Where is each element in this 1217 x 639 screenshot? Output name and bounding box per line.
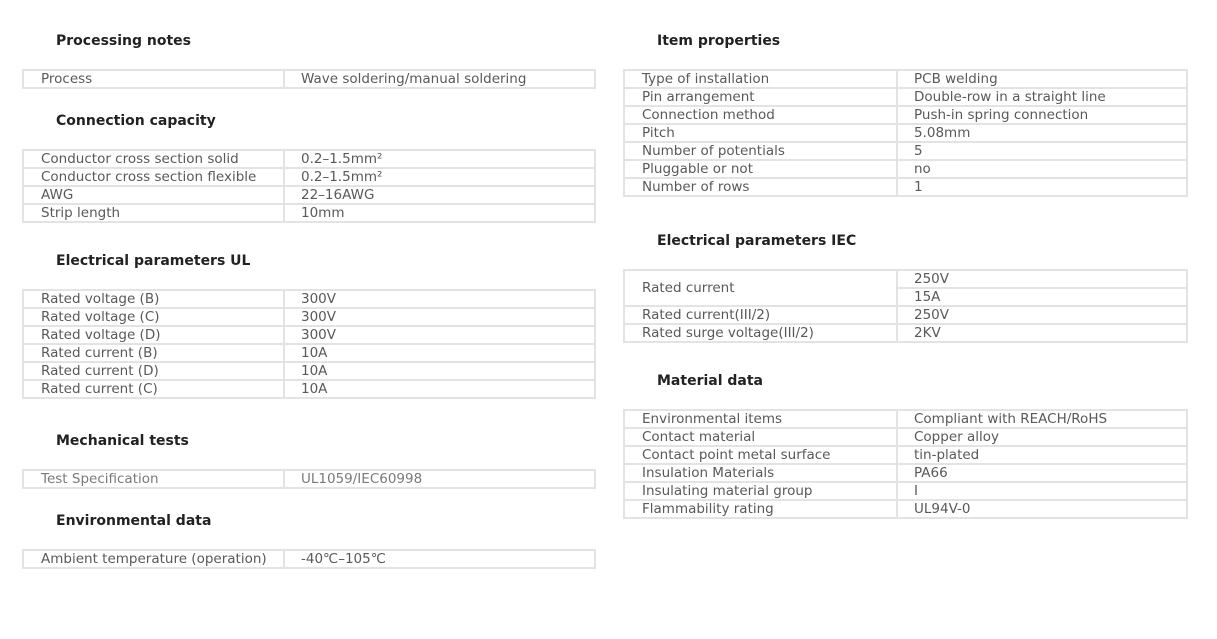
row-label: Strip length — [23, 204, 284, 222]
table-item-properties — [623, 69, 1188, 197]
row-value: 250V — [897, 306, 1187, 324]
row-label: Number of potentials — [624, 142, 897, 160]
row-label: Rated voltage (C) — [23, 308, 284, 326]
row-value: 300V — [284, 290, 595, 308]
table-row — [23, 550, 595, 568]
row-label: Environmental items — [624, 410, 897, 428]
row-label: Flammability rating — [624, 500, 897, 518]
row-value: PCB welding — [897, 70, 1187, 88]
row-label: Test Specification — [23, 470, 284, 488]
row-value: tin-plated — [897, 446, 1187, 464]
section-title-mechanical-tests: Mechanical tests — [56, 433, 189, 449]
row-value: 250V — [897, 270, 1187, 288]
row-label: Rated current(III/2) — [624, 306, 897, 324]
table-row — [624, 306, 1187, 324]
table-environmental-data — [22, 549, 596, 569]
row-value: 0.2–1.5mm² — [284, 150, 595, 168]
table-row — [624, 464, 1187, 482]
row-label: Pluggable or not — [624, 160, 897, 178]
row-label: Insulation Materials — [624, 464, 897, 482]
table-row — [624, 482, 1187, 500]
section-title-electrical-iec: Electrical parameters IEC — [657, 233, 857, 249]
row-value: Wave soldering/manual soldering — [284, 70, 595, 88]
row-label: Contact material — [624, 428, 897, 446]
section-title-electrical-ul: Electrical parameters UL — [56, 253, 251, 269]
row-label: Pin arrangement — [624, 88, 897, 106]
row-value: 10mm — [284, 204, 595, 222]
row-value: Ⅰ — [897, 482, 1187, 500]
table-row — [23, 186, 595, 204]
row-label: Contact point metal surface — [624, 446, 897, 464]
row-value: no — [897, 160, 1187, 178]
table-row — [624, 410, 1187, 428]
table-row — [624, 324, 1187, 342]
table-row — [23, 470, 595, 488]
row-label: Number of rows — [624, 178, 897, 196]
table-row — [624, 270, 1187, 288]
row-label: Rated current (B) — [23, 344, 284, 362]
table-row — [23, 344, 595, 362]
table-row — [23, 168, 595, 186]
row-value: 10A — [284, 380, 595, 398]
row-value: -40℃–105℃ — [284, 550, 595, 568]
table-row — [23, 150, 595, 168]
row-label: Rated current (D) — [23, 362, 284, 380]
row-label: Ambient temperature (operation) — [23, 550, 284, 568]
table-electrical-ul — [22, 289, 596, 399]
table-row — [624, 106, 1187, 124]
table-row — [23, 380, 595, 398]
table-row — [624, 178, 1187, 196]
table-row — [624, 142, 1187, 160]
row-value: 1 — [897, 178, 1187, 196]
table-row — [624, 446, 1187, 464]
table-row — [624, 124, 1187, 142]
table-row — [624, 70, 1187, 88]
row-label: Process — [23, 70, 284, 88]
row-label: Type of installation — [624, 70, 897, 88]
row-label-rated-current: Rated current — [624, 270, 897, 306]
table-mechanical-tests — [22, 469, 596, 489]
table-row — [624, 500, 1187, 518]
row-label: Connection method — [624, 106, 897, 124]
row-value: PA66 — [897, 464, 1187, 482]
row-value: Push-in spring connection — [897, 106, 1187, 124]
row-value: 5 — [897, 142, 1187, 160]
row-value: 15A — [897, 288, 1187, 306]
row-value: 22–16AWG — [284, 186, 595, 204]
row-value: UL1059/IEC60998 — [284, 470, 595, 488]
section-title-environmental-data: Environmental data — [56, 513, 212, 529]
table-row — [624, 160, 1187, 178]
row-value: 10A — [284, 362, 595, 380]
table-row — [624, 88, 1187, 106]
table-processing-notes — [22, 69, 596, 89]
table-row — [23, 70, 595, 88]
row-value: 10A — [284, 344, 595, 362]
table-row — [23, 326, 595, 344]
section-title-processing-notes: Processing notes — [56, 33, 192, 49]
section-title-item-properties: Item properties — [657, 33, 781, 49]
row-value: Double-row in a straight line — [897, 88, 1187, 106]
row-label: Pitch — [624, 124, 897, 142]
row-label: Rated surge voltage(III/2) — [624, 324, 897, 342]
row-label: AWG — [23, 186, 284, 204]
row-value: 300V — [284, 308, 595, 326]
row-value: UL94V-0 — [897, 500, 1187, 518]
table-row — [23, 204, 595, 222]
section-title-connection-capacity: Connection capacity — [56, 113, 216, 129]
row-label: Conductor cross section solid — [23, 150, 284, 168]
section-title-material-data: Material data — [657, 373, 763, 389]
table-row — [624, 428, 1187, 446]
table-electrical-iec — [623, 269, 1188, 343]
table-row — [23, 362, 595, 380]
row-label: Rated voltage (B) — [23, 290, 284, 308]
row-label: Rated voltage (D) — [23, 326, 284, 344]
table-row — [23, 290, 595, 308]
row-value: 2KV — [897, 324, 1187, 342]
row-label: Insulating material group — [624, 482, 897, 500]
table-connection-capacity — [22, 149, 596, 223]
row-value: Compliant with REACH/RoHS — [897, 410, 1187, 428]
table-material-data — [623, 409, 1188, 519]
row-value: 0.2–1.5mm² — [284, 168, 595, 186]
row-label: Conductor cross section flexible — [23, 168, 284, 186]
table-row — [23, 308, 595, 326]
row-value: Copper alloy — [897, 428, 1187, 446]
row-label: Rated current (C) — [23, 380, 284, 398]
row-value: 5.08mm — [897, 124, 1187, 142]
row-value: 300V — [284, 326, 595, 344]
